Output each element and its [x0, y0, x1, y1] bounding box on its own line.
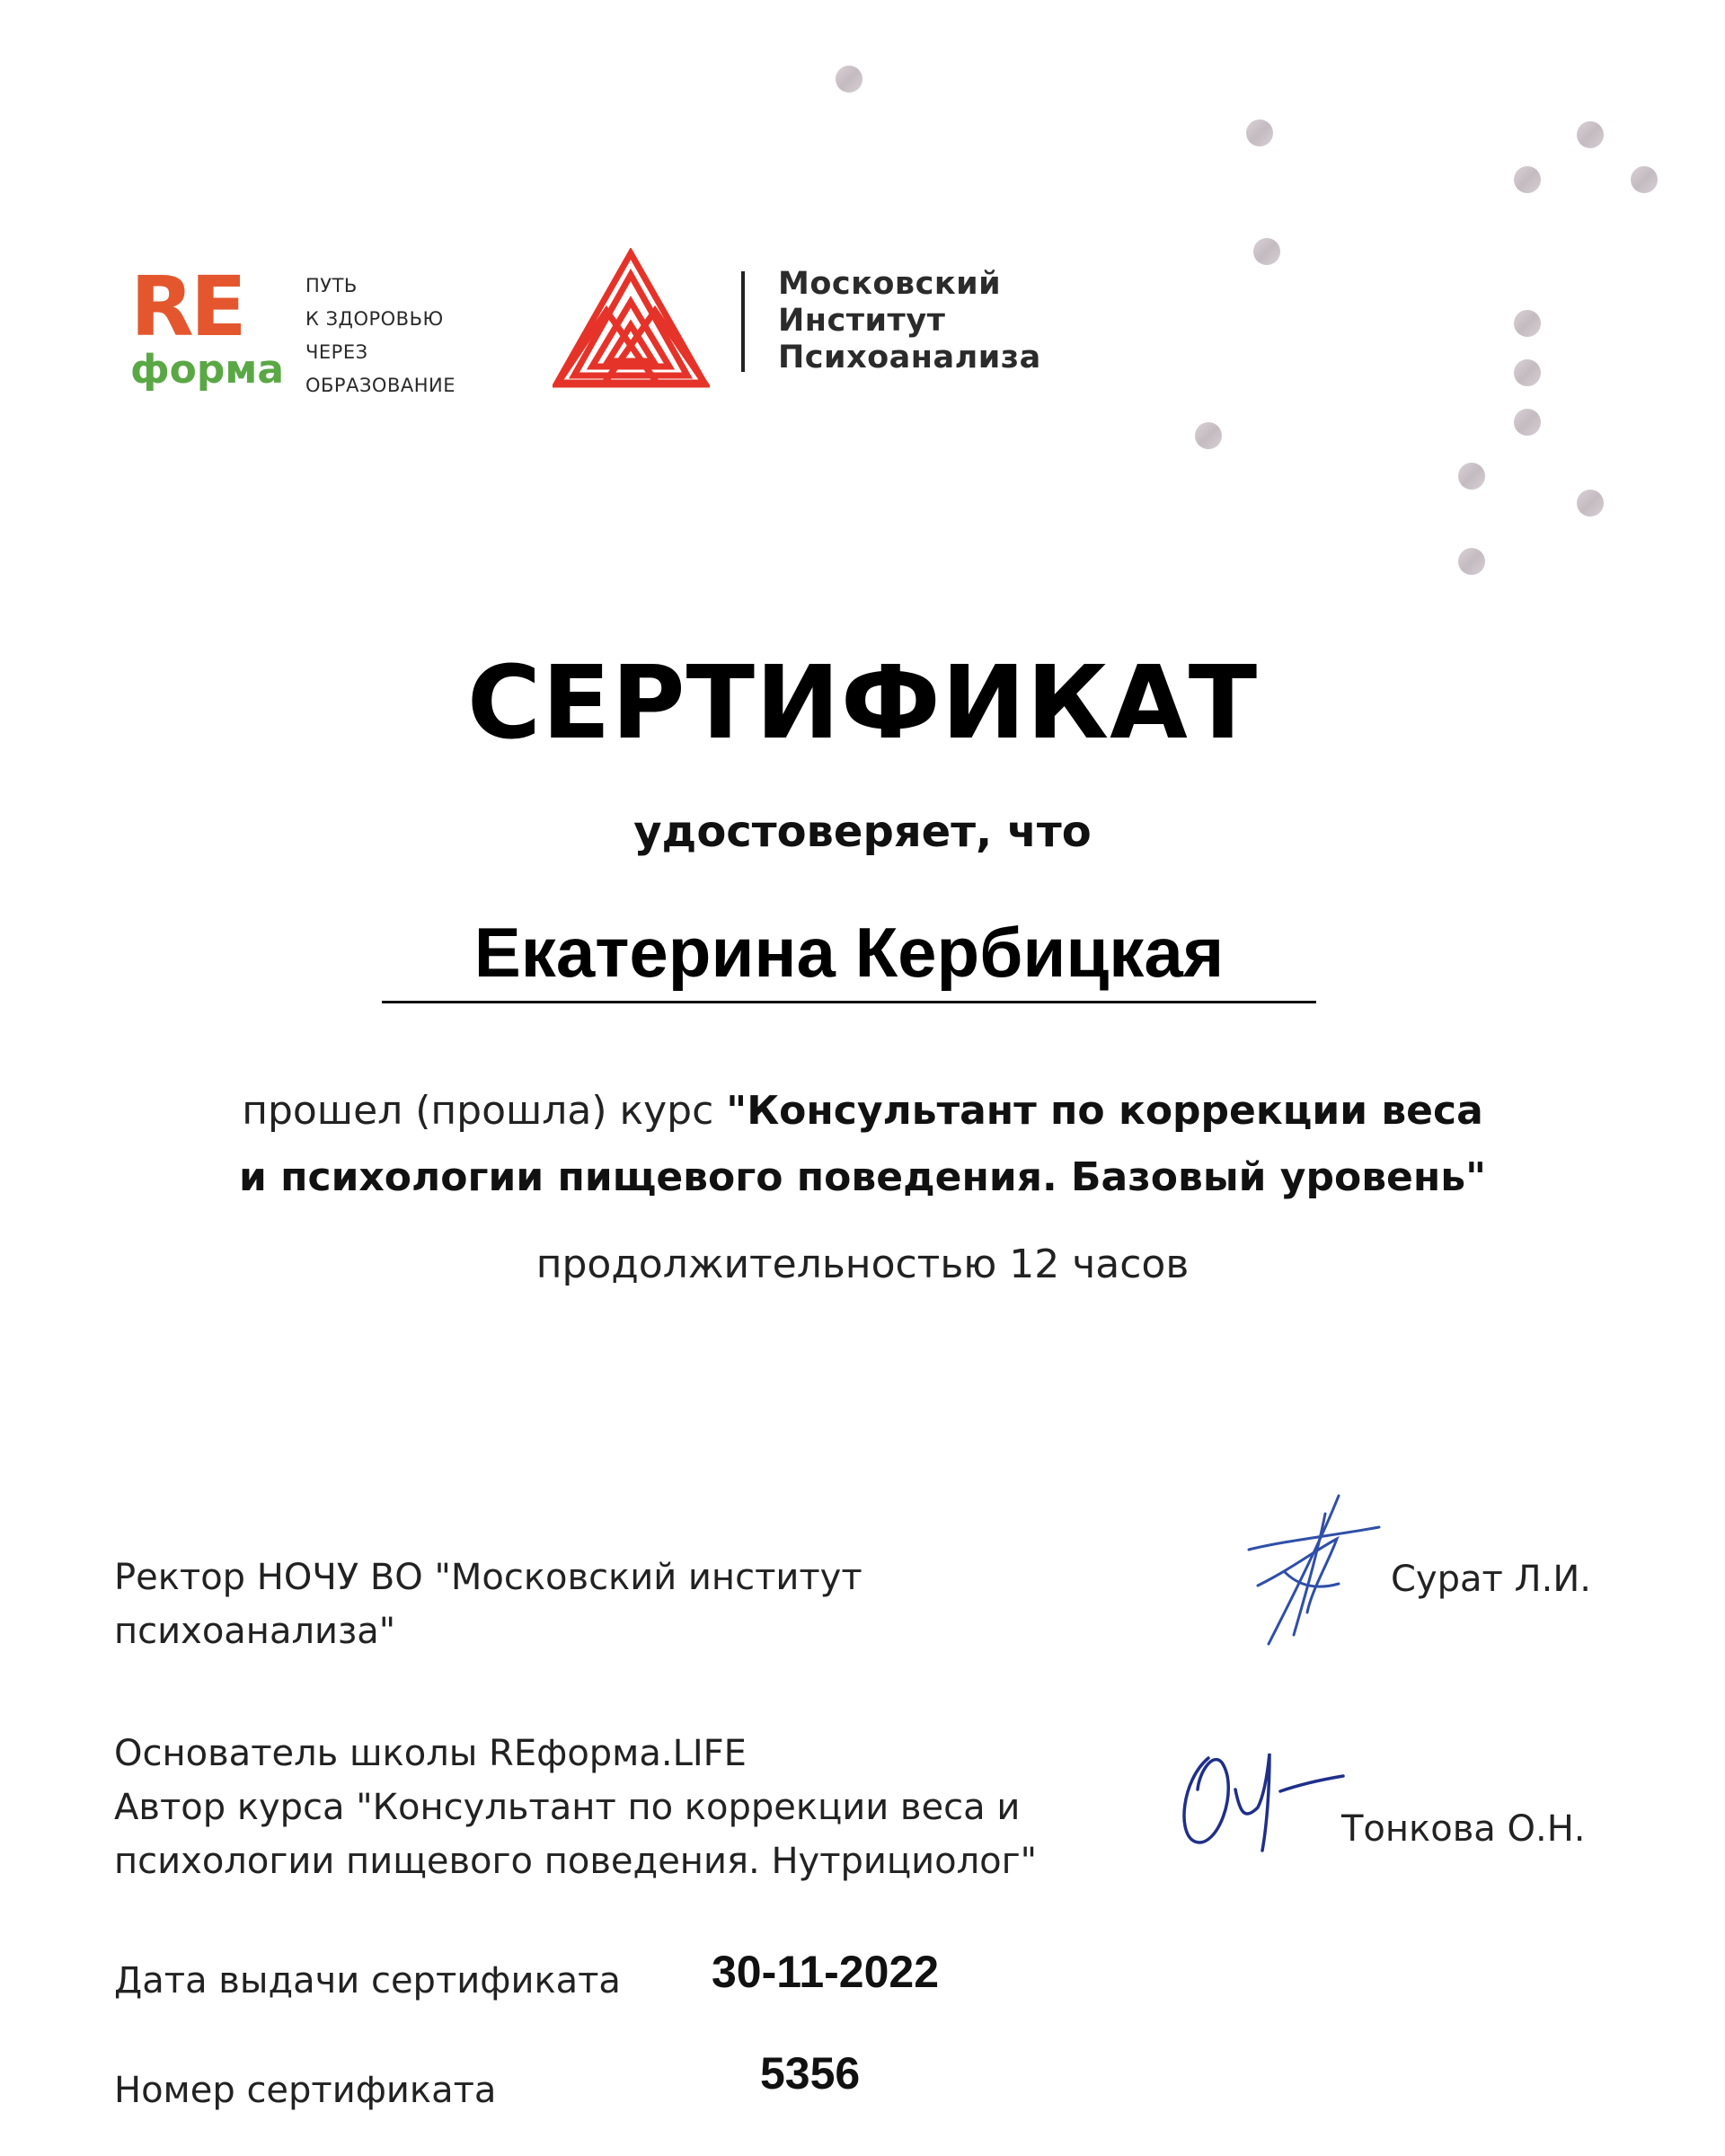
course-line-1	[0, 1078, 1725, 1144]
reforma-tagline-line: К ЗДОРОВЬЮ	[305, 308, 444, 330]
founder-title	[114, 1727, 1147, 1888]
course-prefix: прошел (прошла) курс	[242, 1088, 727, 1134]
institute-name-line: Институт	[778, 303, 946, 339]
reforma-logo-forma: форма	[130, 347, 285, 393]
course-description	[0, 1078, 1725, 1211]
founder-name: Тонкова О.Н.	[1341, 1808, 1586, 1850]
certifies-text: удостоверяет, что	[633, 807, 1092, 857]
institute-name-line: Психоанализа	[778, 340, 1041, 376]
reforma-tagline-line: ЧЕРЕЗ	[305, 341, 368, 363]
logo-divider	[741, 271, 745, 372]
issue-date: 30-11-2022	[712, 1947, 940, 1997]
founder-title-line: Основатель школы REформа.LIFE	[114, 1733, 747, 1774]
reforma-tagline-line: ОБРАЗОВАНИЕ	[305, 375, 456, 396]
certificate-title: СЕРТИФИКАТ	[466, 645, 1259, 762]
institute-logo-icon	[553, 248, 710, 390]
rector-signature	[1231, 1487, 1393, 1648]
institute-name-line: Московский	[778, 266, 1002, 302]
recipient-name: Екатерина Кербицкая	[473, 913, 1225, 992]
founder-title-line: Автор курса "Консультант по коррекции веса и	[114, 1787, 1021, 1828]
rector-name: Сурат Л.И.	[1391, 1559, 1591, 1600]
certificate-number: 5356	[760, 2048, 861, 2099]
reforma-logo-re: RE	[130, 259, 243, 355]
issue-date-label: Дата выдачи сертификата	[114, 1960, 621, 2001]
reforma-logo	[130, 259, 472, 401]
reforma-tagline-line: ПУТЬ	[305, 275, 358, 296]
founder-signature	[1172, 1736, 1352, 1870]
rector-title	[114, 1551, 1013, 1658]
reforma-tagline	[305, 270, 456, 402]
course-name-line-2: и психологии пищевого поведения. Базовый уровень"	[238, 1154, 1487, 1200]
rector-title-line: психоанализа"	[114, 1611, 396, 1652]
founder-title-line: психологии пищевого поведения. Нутрициолог"	[114, 1841, 1038, 1882]
certificate-number-label: Номер сертификата	[114, 2070, 497, 2111]
institute-name	[778, 266, 1041, 376]
rector-title-line: Ректор НОЧУ ВО "Московский институт	[114, 1557, 862, 1598]
course-duration: продолжительностью 12 часов	[535, 1241, 1190, 1287]
course-name-line-1: "Консультант по коррекции веса	[726, 1088, 1483, 1134]
recipient-underline	[382, 1001, 1316, 1003]
